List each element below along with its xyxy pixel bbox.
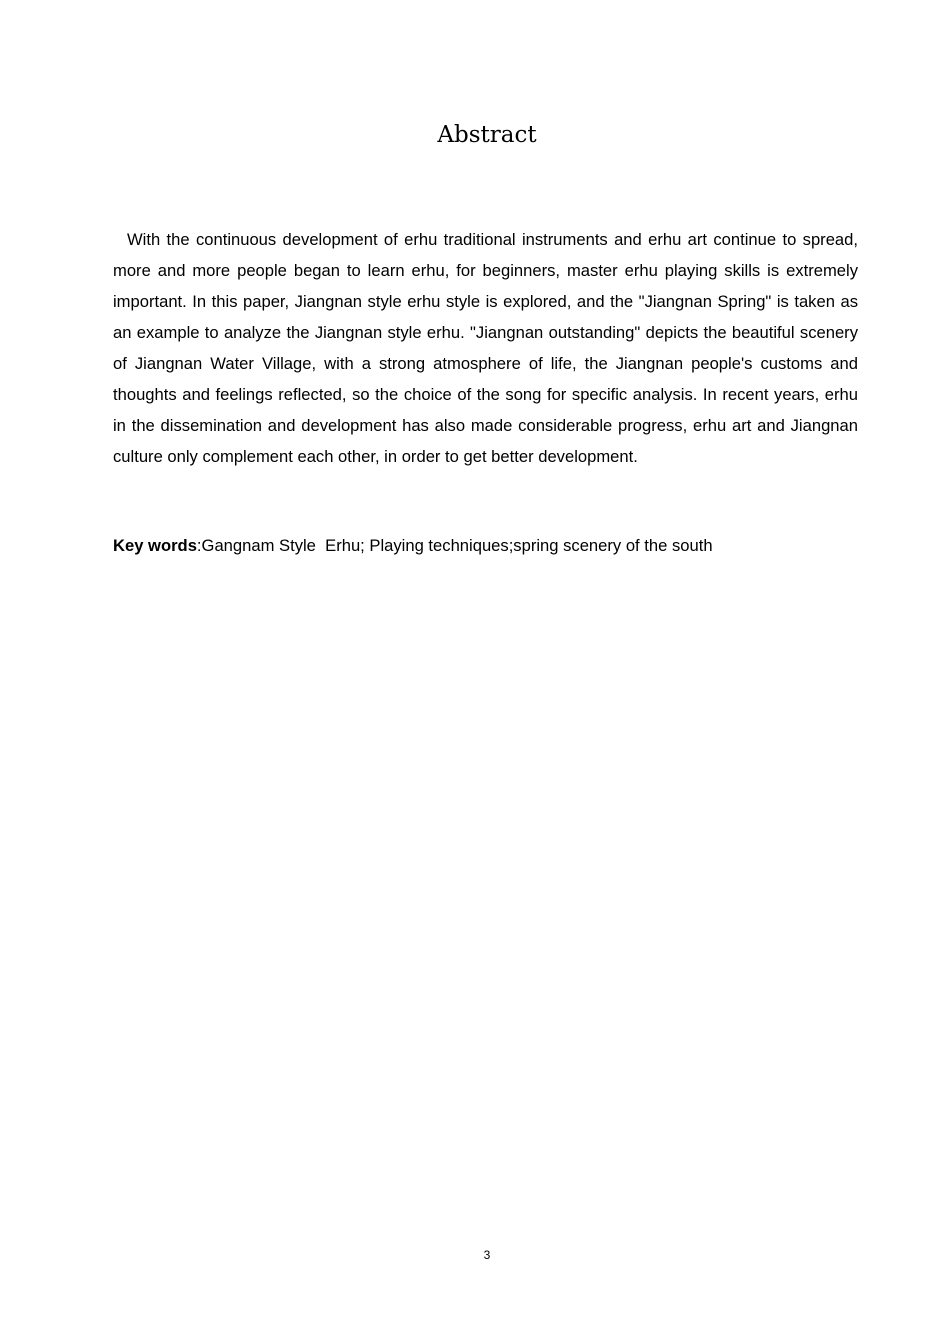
page-number: 3 <box>483 1248 491 1262</box>
keywords-label: Key words <box>113 536 197 555</box>
keywords-value: :Gangnam Style Erhu; Playing techniques;spring scenery of the south <box>196 536 713 555</box>
page-title: Abstract <box>437 122 537 148</box>
abstract-text: With the continuous development of erhu traditional instruments and erhu art continue to spread, more and more people began to learn erhu, for beginners, master erhu playing skills is extremely important. In this paper, Jiangnan style erhu style is explored, and the "Jiangnan Spring" is taken as an example to analyze the Jiangnan style erhu. "Jiangnan outstanding" depicts the beautiful scenery of Jiangnan Water Village, with a strong atmosphere of life, the Jiangnan people's customs and thoughts and feelings reflected, so the choice of the song for specific analysis. In recent years, erhu in the dissemination and development has also made considerable progress, erhu art and Jiangnan culture only complement each other, in order to get better development. <box>113 230 858 466</box>
keywords-line <box>113 533 858 559</box>
